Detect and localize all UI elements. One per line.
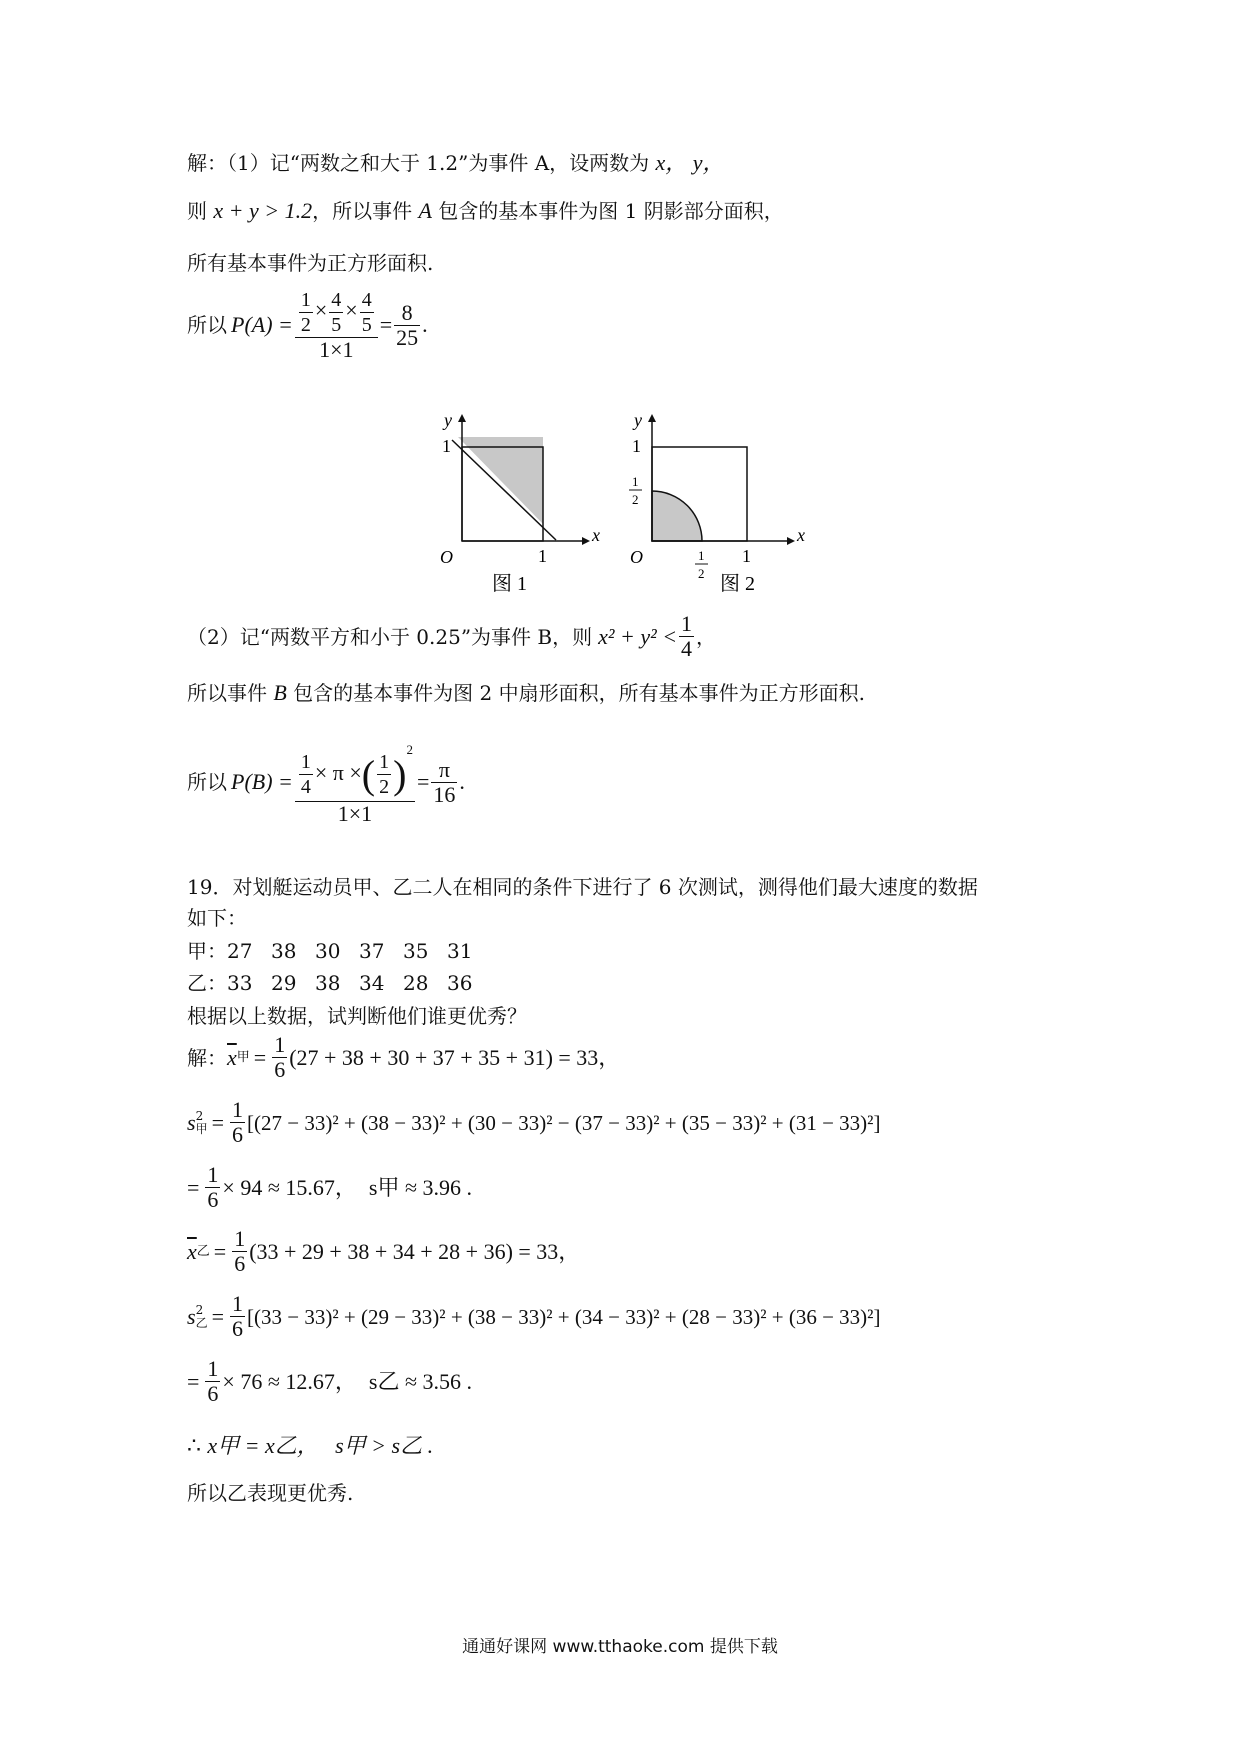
d: 6: [232, 1316, 243, 1341]
n: 1: [300, 289, 311, 311]
figure-1: [440, 410, 600, 595]
d: 4: [300, 776, 311, 799]
d: 16: [433, 781, 456, 807]
part1-line1: [187, 150, 725, 176]
value: 33: [227, 971, 253, 995]
conclusion-final: 所以乙表现更优秀.: [187, 1481, 354, 1505]
eq: =: [211, 1303, 224, 1329]
sd-compare: s甲 > s乙 .: [335, 1433, 434, 1458]
value: 30: [315, 939, 341, 963]
eq: =: [187, 1174, 200, 1200]
sup-sub: [196, 1304, 208, 1330]
tick-x-1: 1: [742, 546, 751, 566]
quarter-circle-sector: [652, 491, 702, 541]
n: 8: [394, 301, 420, 326]
event-a: A: [418, 198, 432, 223]
var-yi-result: [187, 1357, 472, 1406]
conclusion-compare: [187, 1433, 433, 1459]
frac-1-6: [230, 1292, 245, 1341]
d: 6: [232, 1122, 243, 1147]
pa-denominator: 1×1: [319, 337, 354, 362]
value: 38: [315, 971, 341, 995]
fig2-caption: 图 2: [720, 573, 755, 595]
d: 25: [396, 324, 419, 350]
d: 6: [207, 1187, 219, 1212]
sup: 2: [195, 1302, 204, 1317]
eq: =: [187, 1368, 200, 1394]
data-row-jia: [187, 938, 491, 964]
eq: =: [379, 312, 393, 337]
text: 包含的基本事件为图 1 阴影部分面积，: [438, 199, 784, 223]
value: 29: [271, 971, 297, 995]
part1-line2: [187, 198, 784, 224]
var-jia: [187, 1098, 880, 1147]
solution-label: 解：: [187, 1045, 227, 1070]
eq: =: [253, 1044, 267, 1070]
n: 1: [232, 1097, 243, 1122]
fig1-caption: 图 1: [492, 573, 527, 595]
y-arrow-icon: [458, 414, 466, 422]
figure-2: [629, 410, 805, 595]
variance-expr: [(27 − 33)² + (38 − 33)² + (30 − 33)² − (37 − 33)² + (35 − 33)² + (31 − 33)²]: [247, 1110, 881, 1135]
mean-jia: [187, 1033, 620, 1082]
value: 38: [271, 939, 297, 963]
sup-sub: [196, 1110, 208, 1136]
value: 28: [403, 971, 429, 995]
n: 1: [207, 1356, 219, 1381]
variance-value: × 76 ≈ 12.67，: [222, 1368, 357, 1394]
pa-numerator: $\frac{1}{2}$ × $\frac{4}{5}$ × $\frac{4}{5}$: [295, 288, 378, 338]
sd-value: s甲 ≈ 3.96 .: [368, 1174, 473, 1200]
s: s: [187, 1303, 196, 1329]
n: 1: [234, 1226, 246, 1251]
s: s: [187, 1109, 196, 1135]
n: π: [431, 758, 457, 783]
d: 5: [331, 314, 342, 336]
row-label: 甲：: [187, 939, 227, 963]
inequality: x + y > 1.2: [213, 198, 313, 223]
q19-stem-2: 如下：: [187, 906, 247, 930]
quarter-fraction: [679, 612, 694, 661]
sub: 乙: [195, 1315, 208, 1330]
text: 解：（1）记“两数之和大于 1.2”为事件 A，设两数为: [187, 151, 650, 175]
lparen: (: [361, 751, 376, 797]
d: 6: [207, 1381, 219, 1406]
figures: [430, 410, 810, 595]
formula-pb: [187, 738, 465, 826]
xbar: $\overline{x}$: [227, 1044, 237, 1070]
frac-4-5a: [329, 288, 343, 337]
x-arrow-icon: [582, 537, 590, 545]
tick-y-half-num: 1: [632, 474, 639, 489]
tick-y-1: 1: [442, 436, 451, 456]
tick-x-1: 1: [538, 546, 547, 566]
d: 4: [681, 636, 693, 661]
d: 5: [361, 314, 372, 336]
mean-expr: (27 + 38 + 30 + 37 + 35 + 31) = 33，: [289, 1044, 621, 1070]
y-arrow-icon: [648, 414, 656, 422]
y-label: y: [634, 410, 642, 430]
y-label: y: [444, 410, 452, 430]
pa-fraction: [295, 288, 378, 362]
value: 37: [359, 939, 385, 963]
pa-lhs: P(A) =: [231, 312, 293, 337]
variance-expr: [(33 − 33)² + (29 − 33)² + (38 − 33)² + (34 − 33)² + (28 − 33)² + (36 − 33)²]: [247, 1304, 881, 1329]
origin-label: O: [630, 547, 643, 567]
value: 27: [227, 939, 253, 963]
period: .: [459, 769, 465, 795]
n: 1: [681, 611, 693, 636]
part1-line3: 所有基本事件为正方形面积.: [187, 251, 434, 275]
frac-half: [299, 288, 313, 337]
text: 则: [187, 199, 207, 223]
eq: =: [416, 769, 430, 795]
n: 1: [232, 1291, 243, 1316]
d: 6: [234, 1251, 246, 1276]
text: 包含的基本事件为图 2 中扇形面积，所有基本事件为正方形面积.: [293, 681, 865, 705]
variance-value: × 94 ≈ 15.67，: [222, 1174, 357, 1200]
row-label: 乙：: [187, 971, 227, 995]
d: 6: [274, 1057, 286, 1082]
text: 所以: [187, 770, 227, 795]
sup: 2: [195, 1108, 204, 1123]
tick-x-half-num: 1: [698, 548, 705, 563]
sub: 甲: [195, 1121, 208, 1136]
pb-result: [431, 758, 457, 807]
var-jia-result: [187, 1163, 472, 1212]
frac-1-2: [377, 750, 391, 799]
frac-1-6: [205, 1357, 220, 1406]
q19-stem-1: 19．对划艇运动员甲、乙二人在相同的条件下进行了 6 次测试，测得他们最大速度的数据: [187, 875, 978, 899]
q19-ask: 根据以上数据，试判断他们谁更优秀？: [187, 1004, 527, 1028]
text: （2）记“两数平方和小于 0.25”为事件 B，则: [187, 624, 593, 649]
d: 2: [379, 776, 390, 799]
mean-expr: (33 + 29 + 38 + 34 + 28 + 36) = 33，: [249, 1238, 581, 1264]
text: ，所以事件: [312, 199, 413, 223]
n: 4: [361, 289, 372, 311]
frac-4-5b: [360, 288, 374, 337]
frac-1-4: [299, 750, 313, 799]
event-b: B: [273, 680, 287, 705]
means-equal: x甲 = x乙，: [207, 1433, 319, 1458]
xbar: $\overline{x}$: [187, 1238, 197, 1264]
x-label: x: [592, 525, 600, 545]
sub: 乙: [196, 1243, 210, 1259]
sd-value: s乙 ≈ 3.56 .: [368, 1368, 473, 1394]
rparen: ): [393, 751, 407, 797]
frac-1-6: [272, 1033, 287, 1082]
part2-line1: [187, 612, 716, 661]
n: 1: [207, 1162, 219, 1187]
mean-yi: [187, 1227, 580, 1276]
page-footer: 通通好课网 www.tthaoke.com 提供下载: [462, 1637, 778, 1657]
var-yi: [187, 1292, 880, 1341]
frac-1-6: [205, 1163, 220, 1212]
tick-y-1: 1: [632, 436, 641, 456]
value: 34: [359, 971, 385, 995]
comma: ，: [696, 624, 717, 649]
origin-label: O: [440, 547, 453, 567]
text: 所以: [187, 313, 227, 337]
eq: =: [211, 1109, 224, 1135]
frac-1-6: [232, 1227, 247, 1276]
pa-result: [394, 301, 420, 350]
exponent: 2: [406, 742, 413, 757]
tick-y-half-den: 2: [632, 492, 639, 507]
d: 2: [300, 314, 311, 336]
n: 1: [300, 751, 311, 774]
sub: 甲: [236, 1049, 250, 1065]
pb-denominator: 1×1: [337, 801, 373, 827]
frac-1-6: [230, 1098, 245, 1147]
n: 1: [274, 1032, 286, 1057]
part2-line2: [187, 680, 865, 706]
inequality: x² + y² <: [598, 623, 678, 649]
value: 36: [447, 971, 473, 995]
x-arrow-icon: [787, 537, 795, 545]
value: 31: [447, 939, 473, 963]
text: 所以事件: [187, 681, 267, 705]
formula-pa: [187, 288, 428, 362]
eq: =: [213, 1238, 227, 1264]
pb-numerator: [295, 738, 415, 802]
vars-xy: x， y，: [655, 150, 725, 175]
n: 4: [331, 289, 342, 311]
shaded-region: [458, 437, 543, 524]
x-label: x: [797, 525, 805, 545]
data-row-yi: [187, 970, 491, 996]
times-pi: × π ×: [314, 760, 362, 785]
pb-lhs: P(B) =: [231, 769, 293, 795]
n: 1: [379, 751, 390, 774]
tick-x-half-den: 2: [698, 566, 705, 581]
therefore: ∴: [187, 1433, 201, 1458]
period: .: [422, 312, 428, 337]
value: 35: [403, 939, 429, 963]
pb-fraction: [295, 738, 415, 826]
